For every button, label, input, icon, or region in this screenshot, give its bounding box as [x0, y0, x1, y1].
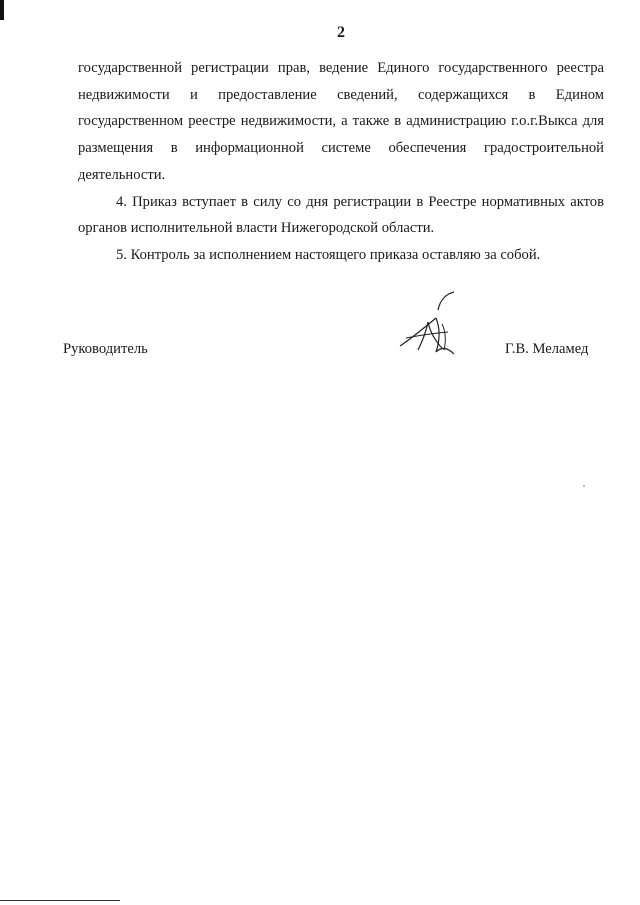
signatory-title: Руководитель — [63, 341, 148, 357]
handwritten-signature — [396, 288, 468, 360]
footer-rule — [0, 900, 120, 901]
paragraph-item-4: 4. Приказ вступает в силу со дня регистрации в Реестре нормативных актов органов исполнительной власти Нижегородской области. — [78, 193, 604, 237]
signatory-name: Г.В. Меламед — [505, 341, 589, 357]
paragraph-item-5: 5. Контроль за исполнением настоящего приказа оставляю за собой. — [116, 246, 541, 263]
paragraph-continuation: государственной регистрации прав, ведение Единого государственного реестра недвижимости и предоставление сведений, содержащихся в Едином государственном реестре недвижимости, а также в администрацию г.о.г.Выкса для размещения в информационной системе обеспечения градостроительной деятельности. — [78, 60, 604, 183]
page-number: 2 — [337, 24, 345, 41]
scan-speck — [583, 485, 585, 487]
